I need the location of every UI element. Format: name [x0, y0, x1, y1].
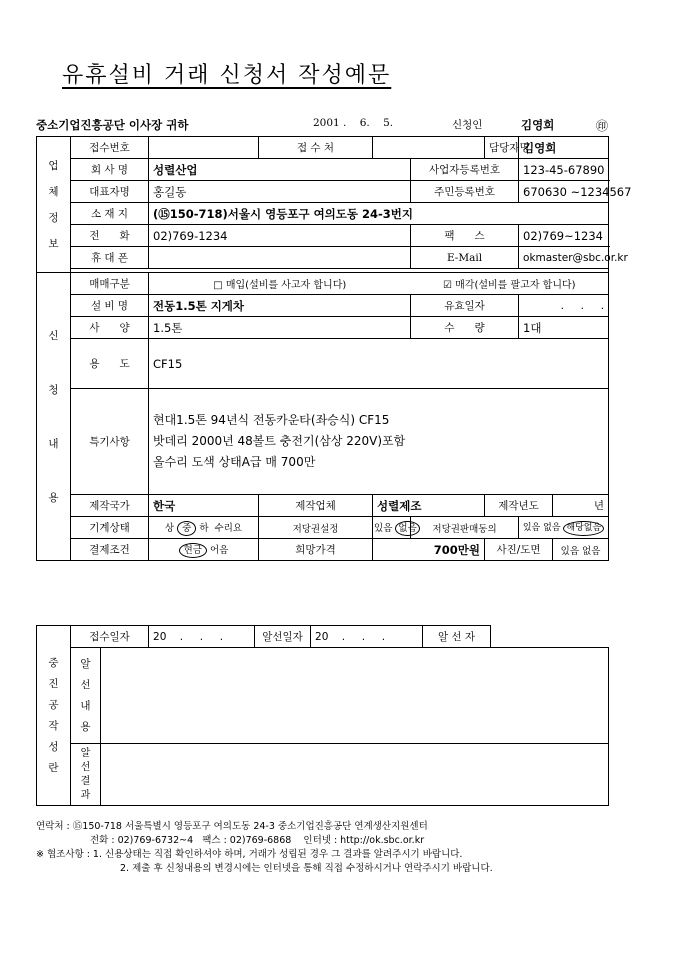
- recipient: 중소기업진흥공단 이사장 귀하: [36, 118, 189, 132]
- receipt-date-label: 접수일자: [71, 626, 149, 648]
- email-label: E-Mail: [411, 247, 519, 269]
- content-label: 알 선 내 용: [71, 648, 101, 744]
- address-label: 소 재 지: [71, 203, 149, 225]
- lien-selected: 없음: [395, 521, 419, 536]
- condition-options[interactable]: 상 중 하 수리요: [149, 517, 259, 539]
- price-value[interactable]: 700만원: [373, 539, 485, 561]
- price-label: 희망가격: [259, 539, 373, 561]
- address-value[interactable]: (⑮150-718)서울시 영등포구 여의도동 24-3번지: [149, 203, 609, 225]
- receipt-date-value[interactable]: 20 . . .: [149, 626, 255, 648]
- qty-value[interactable]: 1대: [519, 317, 609, 339]
- sell-option[interactable]: ☑ 매각(설비를 팔고자 합니다): [411, 273, 609, 295]
- mediator-label: 알 선 자: [423, 626, 491, 648]
- payment-selected: 현금: [179, 543, 207, 558]
- resident-value[interactable]: 670630 ~1234567: [519, 181, 609, 203]
- condition-selected: 중: [177, 521, 196, 536]
- buy-option[interactable]: □ 매입(설비를 사고자 합니다): [149, 273, 411, 295]
- fax-value[interactable]: 02)769~1234: [519, 225, 609, 247]
- idle-date-label: 유효일자: [411, 295, 519, 317]
- header-line: [36, 117, 609, 135]
- receipt-no-field[interactable]: [149, 137, 259, 159]
- country-value[interactable]: 한국: [149, 495, 259, 517]
- payment-label: 결제조건: [71, 539, 149, 561]
- result-field[interactable]: [101, 744, 609, 806]
- applicant-name: 김영희: [521, 118, 555, 132]
- receipt-place-field[interactable]: [373, 137, 485, 159]
- lien-sale-label: 저당권판매동의: [411, 517, 519, 539]
- page-title: 유휴설비 거래 신청서 작성예문: [62, 63, 392, 88]
- photo-options[interactable]: 있음 없음: [553, 539, 609, 561]
- spec-value[interactable]: 1.5톤: [149, 317, 411, 339]
- payment-options[interactable]: 현금 어음: [149, 539, 259, 561]
- fax-label: 팩 스: [411, 225, 519, 247]
- maker-value[interactable]: 성렬제조: [373, 495, 485, 517]
- applicant-label: 신청인: [452, 119, 483, 131]
- idle-date-value[interactable]: . . .: [519, 295, 609, 317]
- ceo-value[interactable]: 홍길동: [149, 181, 411, 203]
- application-table: [36, 136, 632, 561]
- trade-type-label: 매매구분: [71, 273, 149, 295]
- lien-sale-selected: 해당없음: [563, 521, 604, 536]
- seal-mark: ㊞: [596, 119, 609, 133]
- notes-line: 현대1.5톤 94년식 전동카운타(좌승식) CF15: [153, 413, 390, 427]
- condition-label: 기계상태: [71, 517, 149, 539]
- mediation-table: [36, 625, 609, 806]
- mobile-label: 휴 대 폰: [71, 247, 149, 269]
- receipt-place-label: 접 수 처: [259, 137, 373, 159]
- email-value[interactable]: okmaster@sbc.or.kr: [519, 247, 609, 269]
- phone-label: 전 화: [71, 225, 149, 247]
- mediation-section-label: 중 진 공 작 성 란: [37, 626, 71, 806]
- result-label: 알 선 결 과: [71, 744, 101, 806]
- photo-label: 사진/도면: [485, 539, 553, 561]
- lien-sale-options[interactable]: 있음 없음 해당없음: [519, 517, 609, 539]
- contact-line: 연락처 : ⑮150-718 서울특별시 영등포구 여의도동 24-3 중소기업진흥공단 연계생산지원센터: [36, 821, 428, 832]
- year-label: 제작년도: [485, 495, 553, 517]
- notes-value[interactable]: [149, 389, 609, 495]
- manager-label: 담당자명: [485, 137, 519, 159]
- company-name-value[interactable]: 성렬산업: [149, 159, 411, 181]
- company-section-label: 업 체 정 보: [37, 137, 71, 273]
- biz-reg-label: 사업자등록번호: [411, 159, 519, 181]
- manager-value[interactable]: 김영희: [519, 137, 609, 159]
- med-date-value[interactable]: 20 . . .: [311, 626, 423, 648]
- equipment-value[interactable]: 전동1.5톤 지게차: [149, 295, 411, 317]
- request-section-label: 신 청 내 용: [37, 273, 71, 561]
- note-line-1: ※ 협조사항 : 1. 신용상태는 직접 확인하셔야 하며, 거래가 성립된 경우 그 결과를 알려주시기 바랍니다.: [36, 849, 463, 860]
- lien-label: 저당권설정: [259, 517, 373, 539]
- notes-label: 특기사항: [71, 389, 149, 495]
- date: 2001 . 6. 5.: [313, 117, 394, 129]
- notes-line: 밧데리 2000년 48볼트 충전기(삼상 220V)포함: [153, 434, 406, 448]
- equipment-label: 설 비 명: [71, 295, 149, 317]
- year-value[interactable]: 년: [553, 495, 609, 517]
- spec-label: 사 양: [71, 317, 149, 339]
- mediator-field[interactable]: [491, 626, 609, 648]
- phone-line: 전화 : 02)769-6732~4 팩스 : 02)769-6868 인터넷 : http://ok.sbc.or.kr: [90, 835, 425, 846]
- usage-value[interactable]: CF15: [149, 339, 609, 389]
- med-date-label: 알선일자: [255, 626, 311, 648]
- receipt-no-label: 접수번호: [71, 137, 149, 159]
- usage-label: 용 도: [71, 339, 149, 389]
- mobile-field[interactable]: [149, 247, 411, 269]
- company-name-label: 회 사 명: [71, 159, 149, 181]
- footer: [36, 820, 656, 876]
- ceo-label: 대표자명: [71, 181, 149, 203]
- phone-value[interactable]: 02)769-1234: [149, 225, 411, 247]
- country-label: 제작국가: [71, 495, 149, 517]
- resident-label: 주민등록번호: [411, 181, 519, 203]
- content-field[interactable]: [101, 648, 609, 744]
- maker-label: 제작업체: [259, 495, 373, 517]
- qty-label: 수 량: [411, 317, 519, 339]
- biz-reg-value[interactable]: 123-45-67890: [519, 159, 609, 181]
- note-line-2: 2. 제출 후 신청내용의 변경시에는 인터넷을 통해 직접 수정하시거나 연락주시기 바랍니다.: [120, 863, 493, 874]
- notes-line: 올수리 도색 상태A급 매 700만: [153, 455, 316, 469]
- lien-options[interactable]: 있음 없음: [373, 517, 411, 539]
